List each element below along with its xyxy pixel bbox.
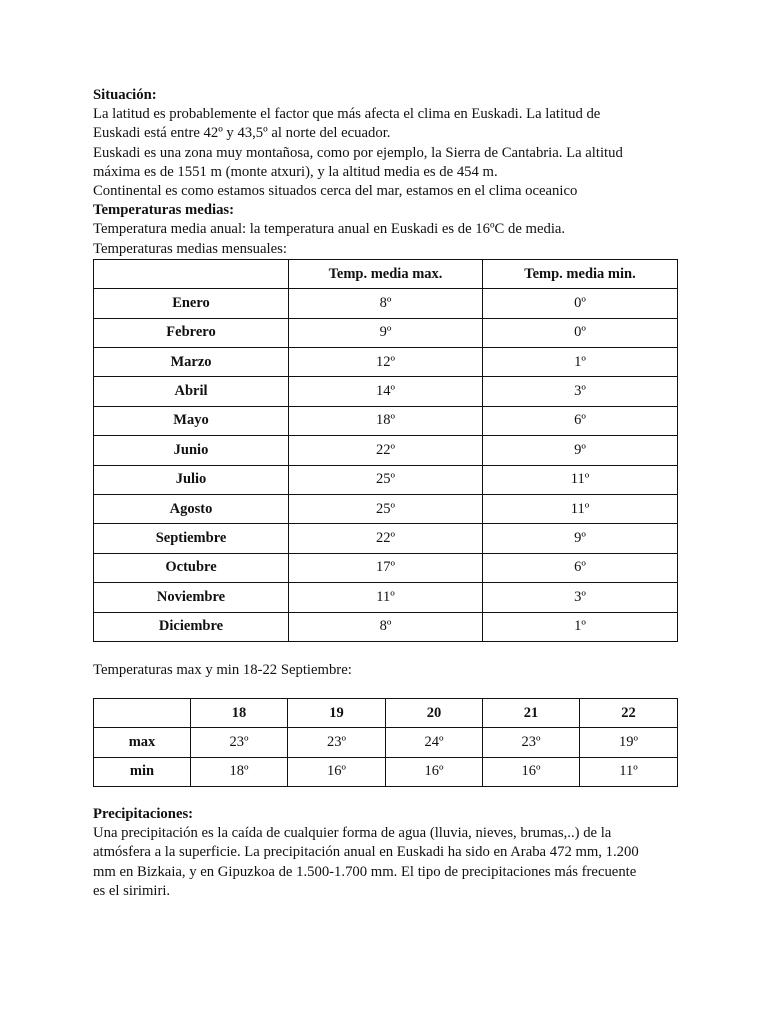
- max-cell: 23º: [483, 728, 580, 757]
- month-cell: Agosto: [94, 494, 289, 523]
- min-cell: 1º: [483, 612, 678, 641]
- min-cell: 0º: [483, 318, 678, 347]
- table-row: [94, 757, 678, 786]
- table-row: [94, 553, 678, 582]
- max-cell: 8º: [289, 289, 483, 318]
- week-temperature-table: [93, 698, 678, 787]
- month-cell: Abril: [94, 377, 289, 406]
- min-cell: 6º: [483, 406, 678, 435]
- min-cell: 16º: [483, 757, 580, 786]
- max-cell: 24º: [386, 728, 483, 757]
- situacion-line: La latitud es probablemente el factor que más afecta el clima en Euskadi. La latitud de: [93, 106, 601, 123]
- max-cell: 12º: [289, 348, 483, 377]
- min-cell: 11º: [483, 465, 678, 494]
- day-header-cell: 21: [483, 699, 580, 728]
- month-cell: Junio: [94, 436, 289, 465]
- min-cell: 6º: [483, 553, 678, 582]
- month-cell: Mayo: [94, 406, 289, 435]
- table-row: [94, 728, 678, 757]
- min-cell: 18º: [191, 757, 288, 786]
- situacion-line: Euskadi está entre 42º y 43,5º al norte del ecuador.: [93, 125, 391, 142]
- situacion-heading: Situación:: [93, 87, 157, 103]
- max-cell: 22º: [289, 436, 483, 465]
- precipitaciones-line: atmósfera a la superficie. La precipitación anual en Euskadi ha sido en Araba 472 mm, 1.200: [93, 844, 639, 861]
- situacion-line: máxima es de 1551 m (monte atxuri), y la altitud media es de 454 m.: [93, 163, 498, 180]
- month-cell: Febrero: [94, 318, 289, 347]
- situacion-line: Euskadi es una zona muy montañosa, como por ejemplo, la Sierra de Cantabria. La altitud: [93, 144, 623, 161]
- month-cell: Marzo: [94, 348, 289, 377]
- table-row: [94, 348, 678, 377]
- min-cell: 3º: [483, 377, 678, 406]
- max-cell: 23º: [191, 728, 288, 757]
- max-cell: 22º: [289, 524, 483, 553]
- table-header-row: [94, 259, 678, 288]
- precipitaciones-line: mm en Bizkaia, y en Gipuzkoa de 1.500-1.700 mm. El tipo de precipitaciones más frecuente: [93, 863, 637, 880]
- max-cell: 18º: [289, 406, 483, 435]
- min-cell: 9º: [483, 524, 678, 553]
- day-header-cell: 18: [191, 699, 288, 728]
- month-cell: Enero: [94, 289, 289, 318]
- day-header-cell: 20: [386, 699, 483, 728]
- table-row: [94, 583, 678, 612]
- max-cell: 17º: [289, 553, 483, 582]
- min-cell: 11º: [483, 494, 678, 523]
- table-row: [94, 289, 678, 318]
- min-cell: 0º: [483, 289, 678, 318]
- table-header-row: [94, 699, 678, 728]
- precipitaciones-heading: Precipitaciones:: [93, 806, 194, 822]
- month-cell: Octubre: [94, 553, 289, 582]
- max-label-cell: max: [94, 728, 191, 757]
- table-header-cell: Temp. media max.: [289, 259, 483, 288]
- month-cell: Noviembre: [94, 583, 289, 612]
- temperatura-anual-text: Temperatura media anual: la temperatura anual en Euskadi es de 16ºC de media.: [93, 221, 566, 238]
- max-cell: 11º: [289, 583, 483, 612]
- day-header-cell: 22: [580, 699, 678, 728]
- month-cell: Diciembre: [94, 612, 289, 641]
- month-cell: Julio: [94, 465, 289, 494]
- max-cell: 19º: [580, 728, 678, 757]
- min-cell: 16º: [386, 757, 483, 786]
- max-cell: 25º: [289, 465, 483, 494]
- precipitaciones-line: Una precipitación es la caída de cualquier forma de agua (lluvia, nieves, brumas,..) de la: [93, 825, 612, 842]
- min-cell: 16º: [288, 757, 386, 786]
- table-row: [94, 612, 678, 641]
- table-row: [94, 436, 678, 465]
- table-header-cell: Temp. media min.: [483, 259, 678, 288]
- min-cell: 1º: [483, 348, 678, 377]
- precipitaciones-line: es el sirimiri.: [93, 882, 171, 899]
- temperaturas-mensuales-label: Temperaturas medias mensuales:: [93, 240, 287, 257]
- temperaturas-heading: Temperaturas medias:: [93, 202, 235, 219]
- day-header-cell: 19: [288, 699, 386, 728]
- min-label-cell: min: [94, 757, 191, 786]
- max-cell: 8º: [289, 612, 483, 641]
- max-cell: 23º: [288, 728, 386, 757]
- table-header-cell: [94, 699, 191, 728]
- monthly-temperature-table: [93, 259, 678, 642]
- table-header-cell: [94, 259, 289, 288]
- min-cell: 11º: [580, 757, 678, 786]
- situacion-line: Continental es como estamos situados cerca del mar, estamos en el clima oceanico: [93, 183, 578, 200]
- max-cell: 14º: [289, 377, 483, 406]
- min-cell: 9º: [483, 436, 678, 465]
- month-cell: Septiembre: [94, 524, 289, 553]
- table-row: [94, 465, 678, 494]
- table-row: [94, 377, 678, 406]
- min-cell: 3º: [483, 583, 678, 612]
- max-cell: 25º: [289, 494, 483, 523]
- table-row: [94, 406, 678, 435]
- table-row: [94, 318, 678, 347]
- max-cell: 9º: [289, 318, 483, 347]
- document-page: [93, 86, 677, 901]
- table-row: [94, 494, 678, 523]
- temperaturas-semana-label: Temperaturas max y min 18-22 Septiembre:: [93, 661, 352, 678]
- table-row: [94, 524, 678, 553]
